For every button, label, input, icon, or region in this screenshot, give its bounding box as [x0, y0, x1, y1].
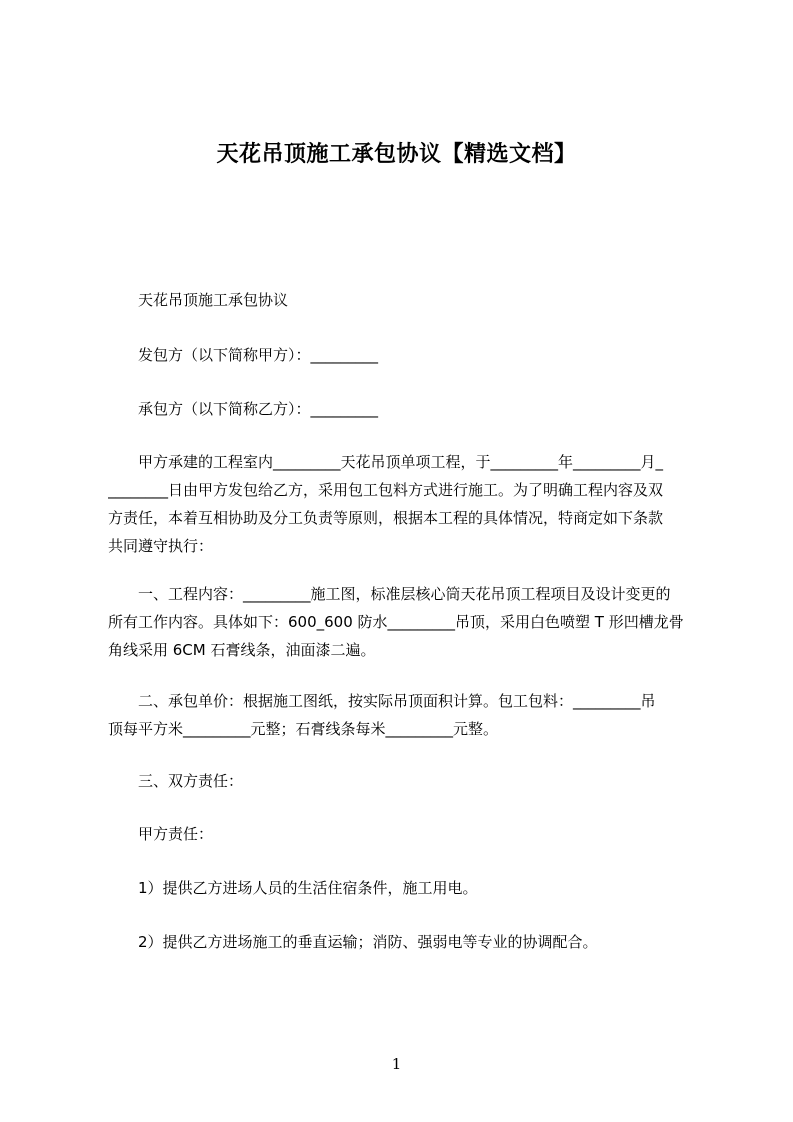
text-line: 方责任，本着互相协助及分工负责等原则，根据本工程的具体情况，特商定如下条款 [108, 509, 664, 527]
text-line: 天花吊顶施工承包协议 [138, 291, 289, 309]
text-line: 三、双方责任： [138, 772, 244, 790]
paragraph-section-3-heading [108, 767, 730, 795]
text-line: 2）提供乙方进场施工的垂直运输；消防、强弱电等专业的协调配合。 [138, 933, 598, 951]
page-number: 1 [391, 1055, 402, 1073]
text-line: 甲方责任： [138, 825, 214, 843]
text-line: 所有工作内容。具体如下：600_600 防水_________吊顶，采用白色喷塑 T 形凹槽龙骨 [108, 613, 684, 631]
paragraph-duty-2 [108, 928, 730, 956]
paragraph-party-b [108, 395, 730, 423]
paragraph-preamble [108, 448, 700, 560]
text-line: 角线采用 6CM 石膏线条，油面漆二遍。 [108, 641, 376, 659]
text-line: 承包方（以下简称乙方）：_________ [138, 400, 379, 418]
paragraph-duty-1 [108, 874, 730, 902]
text-line: ________日由甲方发包给乙方，采用包工包料方式进行施工。为了明确工程内容及双 [108, 481, 664, 499]
text-line: 1）提供乙方进场人员的生活住宿条件，施工用电。 [138, 879, 478, 897]
text-line: 一、工程内容：_________施工图，标准层核心筒天花吊顶工程项目及设计变更的 [138, 585, 671, 603]
paragraph-agreement-heading [108, 286, 730, 314]
text-line: 甲方承建的工程室内_________天花吊顶单项工程，于_________年_________月_ [138, 453, 664, 471]
paragraph-section-1-scope [108, 580, 700, 664]
document-title: 天花吊顶施工承包协议【精选文档】 [216, 142, 577, 167]
paragraph-party-a [108, 341, 730, 369]
paragraph-party-a-duties-heading [108, 820, 730, 848]
text-line: 顶每平方米_________元整；石膏线条每米_________元整。 [108, 720, 499, 738]
paragraph-section-2-price [108, 687, 700, 743]
text-line: 共同遵守执行： [108, 537, 214, 555]
text-line: 发包方（以下简称甲方）：_________ [138, 346, 379, 364]
text-line: 二、承包单价：根据施工图纸，按实际吊顶面积计算。包工包料：_________吊 [138, 692, 656, 710]
